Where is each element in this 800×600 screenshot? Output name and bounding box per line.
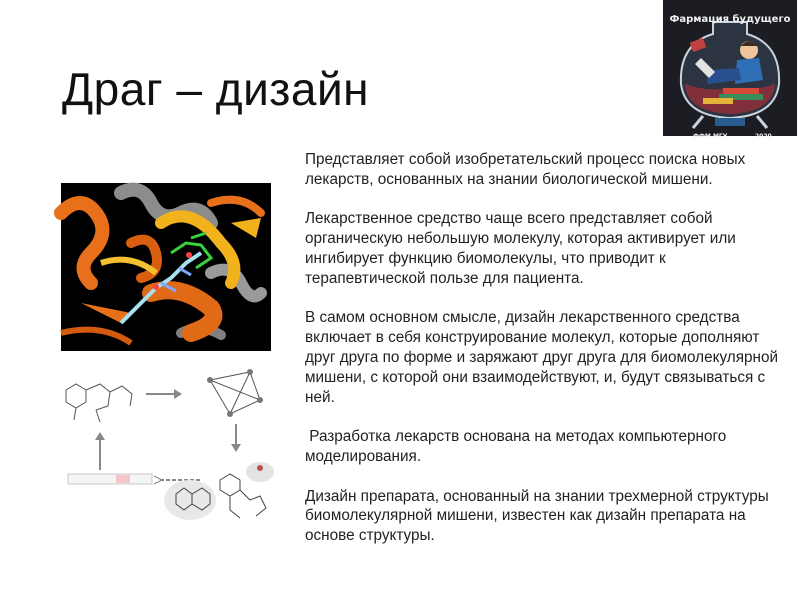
logo-footer-left: ФФМ МГУ <box>693 133 728 140</box>
paragraph-drug-molecule: Лекарственное средство чаще всего представляет собой органическую небольшую молекулу, которая активирует или ингибирует функцию биомолекулы, что приводит к терапевтической пользе для пациента. <box>305 210 736 287</box>
slide-body-text <box>305 150 785 600</box>
workflow-diagram-icon <box>60 360 276 528</box>
logo-footer-right: 2020 <box>755 133 772 140</box>
drug-design-scheme-image <box>60 360 276 528</box>
protein-ribbon-icon <box>61 183 271 351</box>
protein-structure-image <box>61 183 271 351</box>
paragraph-structure-based: Дизайн препарата, основанный на знании трехмерной структуры биомолекулярной мишени, известен как дизайн препарата на основе структуры. <box>305 487 769 545</box>
paragraph-definition: Представляет собой изобретательский процесс поиска новых лекарств, основанных на знании биологической мишени. <box>305 151 746 188</box>
paragraph-computer-modeling: Разработка лекарств основана на методах компьютерного моделирования. <box>305 428 731 465</box>
slide-title: Драг – дизайн <box>62 63 370 115</box>
pharmacy-future-logo <box>663 0 797 140</box>
paragraph-design-meaning: В самом основном смысле, дизайн лекарственного средства включает в себя конструирование молекул, которые дополняют друг друга по форме и заряжают друг друга для биомолекулярной мишени, с которой они взаимодействуют, и, будут связываться с ней. <box>305 309 778 406</box>
logo-caption: Фармация будущего <box>669 14 791 25</box>
